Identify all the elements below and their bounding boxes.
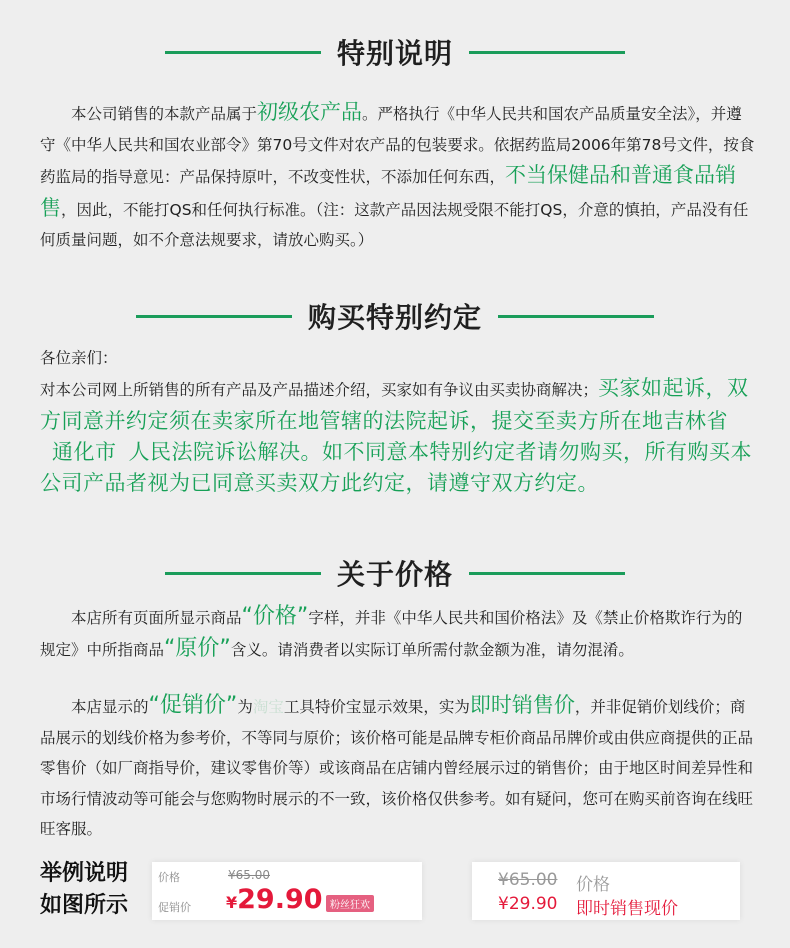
highlight-price-quote: “价格” <box>241 604 309 629</box>
heading-rule-right <box>469 51 625 54</box>
faint-taobao-text: 淘宝 <box>252 698 284 716</box>
special-notes-paragraph <box>40 97 755 256</box>
text-segment: ，因此，不能打QS和任何执行标准。（注：这款产品因法规受限不能打QS，介意的慎拍，产品没有任何质量问题，如不介意法规要求，请放心购买。） <box>40 200 749 249</box>
section-heading-about-price <box>0 553 790 593</box>
heading-rule-left <box>165 51 321 54</box>
highlight-primary-agri-product: 初级农产品 <box>257 100 363 124</box>
heading-rule-left <box>165 572 321 575</box>
section-title: 特别说明 <box>336 37 453 70</box>
text-segment: ，并非促销价划线价；商品展示的划线价格为参考价，不等同与原价；该价格可能是品牌专柜价商品吊牌价或由供应商提供的正品零售价（如厂商指导价，建议零售价等）或该商品在店铺内曾经展示过的销售价；由于地区时间差异性和市场行情波动等可能会与您购物时展示的不一致，该价格仅供参考。如有疑问，您可在购买前咨询在线旺旺客服。 <box>40 698 754 838</box>
example-label-line-1: 举例说明 <box>40 861 129 886</box>
example-label-line-2: 如图所示 <box>40 893 129 918</box>
highlight-city-name: 通化市 <box>52 440 117 464</box>
currency-symbol: ¥ <box>226 893 238 912</box>
price-paragraph-2 <box>40 690 755 845</box>
fan-carnival-badge: 粉丝狂欢 <box>326 895 374 912</box>
agreement-paragraph <box>40 373 755 499</box>
example-card-instant <box>472 862 740 920</box>
example-label <box>40 858 128 922</box>
text-segment: 本公司销售的本款产品属于 <box>71 105 258 123</box>
promo-price-value: 29.90 <box>237 884 323 915</box>
price-paragraph-1 <box>40 602 755 665</box>
instant-sale-price-label: 即时销售现价 <box>576 899 678 919</box>
example-card-promo <box>152 862 422 920</box>
promo-price-label: 促销价 <box>158 901 191 914</box>
heading-rule-right <box>498 315 654 318</box>
text-segment: 含义。请消费者以实际订单所需付款金额为准，请勿混淆。 <box>230 640 634 659</box>
text-segment: 。严格执行《中华人民共和国农产品质量安全法》，并遵守《中华人民共和国农业部令》第70号文件对农产品的包装要求。依据药监局2006年第78号文件，按食药监局的指导意见：产品保持原叶，不改变性状，不添加任何东西， <box>40 105 755 186</box>
section-heading-purchase-agreement <box>0 296 790 336</box>
highlight-original-price-quote: “原价” <box>164 635 231 661</box>
text-segment: 对本公司网上所销售的所有产品及产品描述介绍，买家如有争议由买卖协商解决； <box>40 381 599 399</box>
text-segment: 本店显示的 <box>71 698 149 716</box>
section-title: 购买特别约定 <box>307 301 482 334</box>
section-title: 关于价格 <box>336 558 453 591</box>
heading-rule-left <box>136 315 292 318</box>
highlight-court-clause: 人民法院诉讼解决。如不同意本特别约定者请勿购买，所有购买本公司产品者视为已同意买卖双方此约定，请遵守双方约定。 <box>40 440 752 495</box>
strikethrough-original-price: ¥65.00 <box>228 868 270 882</box>
greeting-text: 各位亲们： <box>40 349 118 367</box>
text-segment: 工具特价宝显示效果，实为 <box>283 698 470 716</box>
heading-rule-right <box>469 572 625 575</box>
section-heading-special-notes <box>0 32 790 72</box>
highlight-not-health-food: 不当保健品和普通食品销售 <box>40 163 737 220</box>
highlight-instant-sale-price: 即时销售价 <box>469 693 575 717</box>
text-segment: 本店所有页面所显示商品 <box>71 609 242 627</box>
price-label: 价格 <box>158 871 180 884</box>
highlight-promo-price-quote: “促销价” <box>148 693 238 718</box>
price-label: 价格 <box>576 875 610 895</box>
text-segment: 为 <box>237 698 253 716</box>
promo-price <box>226 884 323 915</box>
strikethrough-original-price: ¥65.00 <box>498 870 558 890</box>
instant-sale-price: ¥29.90 <box>498 894 558 914</box>
text-segment: 字样，并非《中华人民共和国价格法》及《禁止价格欺诈行为的规定》中所指商品 <box>40 609 743 659</box>
highlight-lawsuit-jurisdiction: 买家如起诉，双方同意并约定须在卖家所在地管辖的法院起诉，提交至卖方所在地吉林省 <box>40 376 749 433</box>
